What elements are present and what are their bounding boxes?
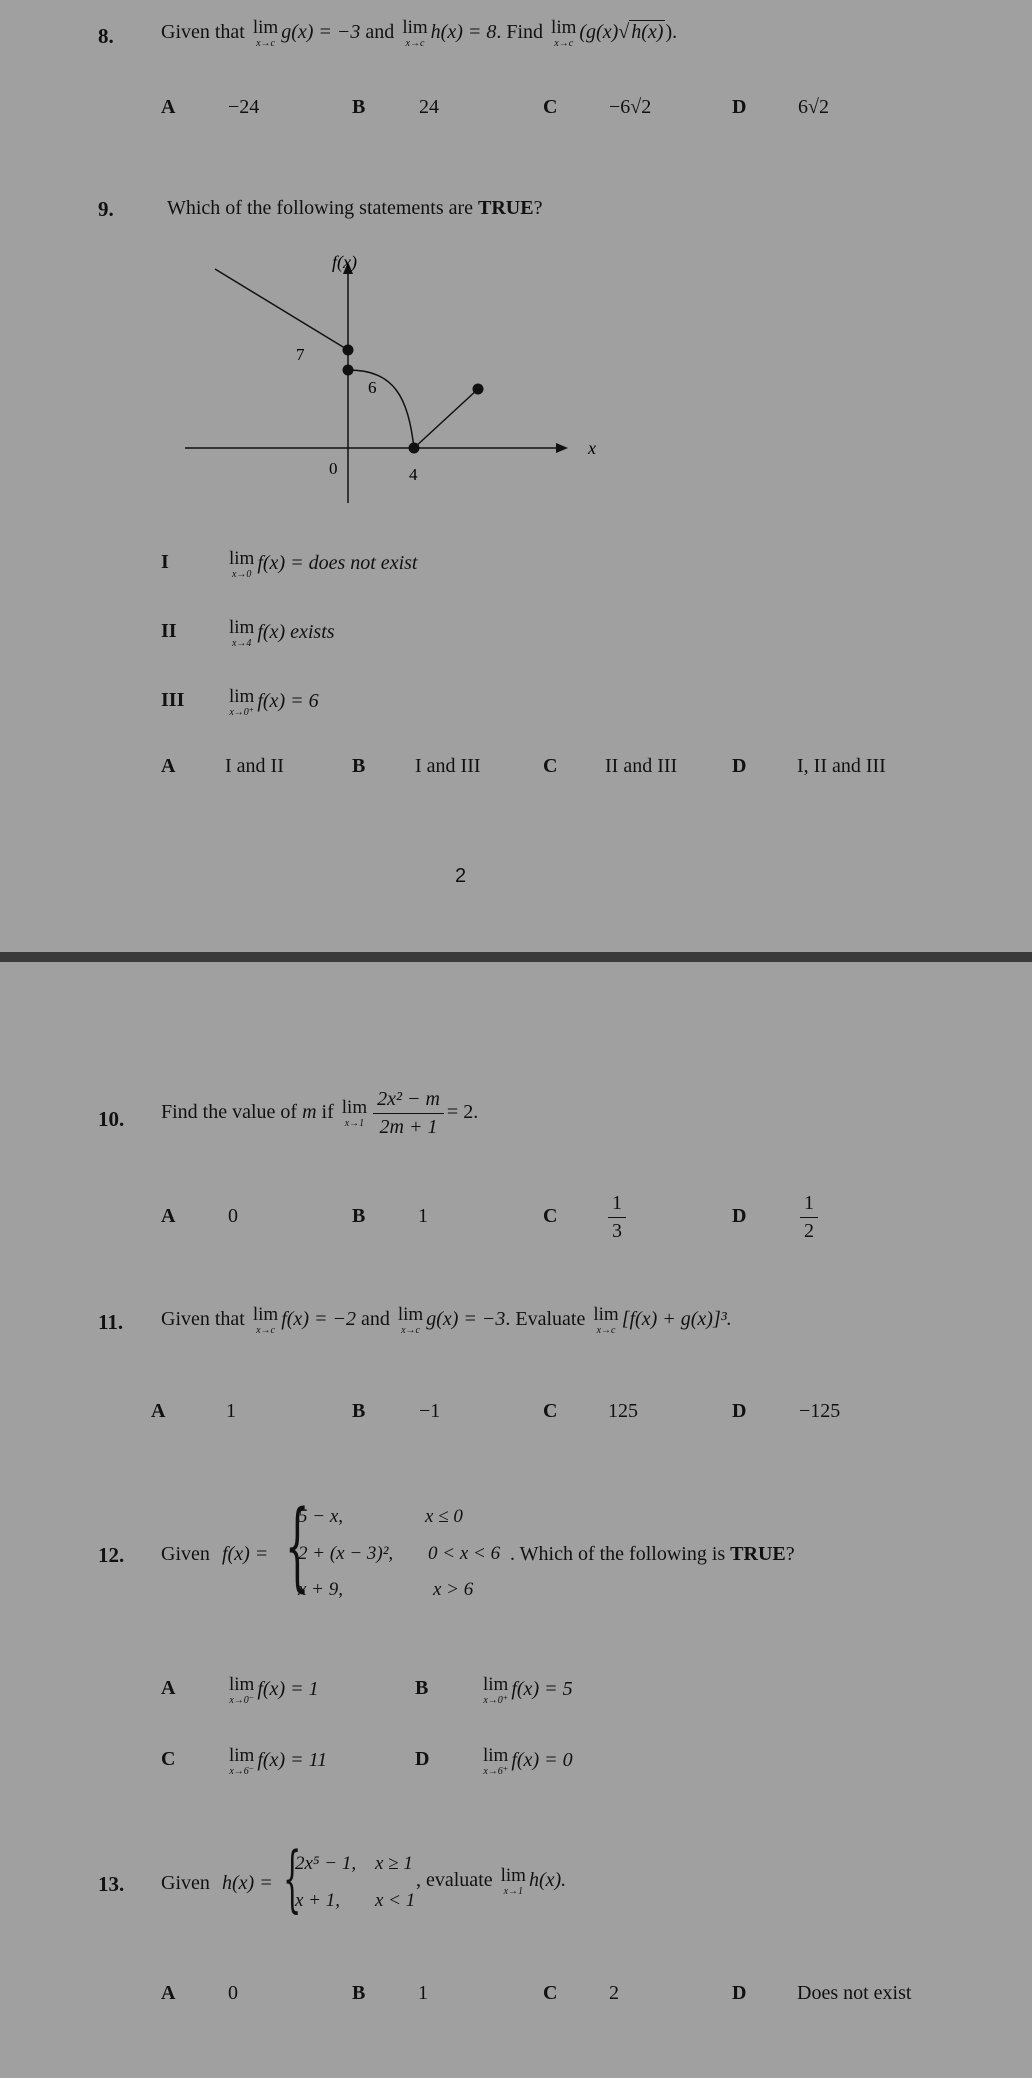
statement-i-expr: f(x) = does not exist (257, 552, 418, 575)
statement-i (226, 549, 417, 580)
q8-and: and (365, 21, 395, 44)
q13-option-c-letter[interactable]: C (543, 1982, 558, 2004)
q9-option-d-text[interactable]: I, II and III (797, 755, 886, 777)
label-4: 4 (409, 465, 418, 484)
statement-iii-lim: lim x→0⁺ (229, 686, 255, 718)
q11-and: and (360, 1308, 390, 1331)
q8-option-b-letter[interactable]: B (352, 96, 366, 118)
q12-question-prefix: . Which of the following is (510, 1543, 726, 1565)
q13-option-a-text[interactable]: 0 (228, 1982, 238, 2004)
q12-fx: f(x) = (222, 1543, 269, 1565)
question-9-text (167, 197, 542, 220)
q9-option-b-letter[interactable]: B (352, 755, 366, 777)
q12-piece-2-cond: 0 < x < 6 (428, 1543, 501, 1564)
point-0-6 (343, 365, 354, 376)
q12-piece-2-expr: 2 + (x − 3)², (298, 1543, 394, 1564)
q13-option-a-letter[interactable]: A (161, 1982, 176, 2004)
q8-option-b-text[interactable]: 24 (419, 96, 439, 118)
q12-piece-1-cond: x ≤ 0 (425, 1506, 463, 1527)
q12-question-suffix: ? (785, 1543, 795, 1565)
q13-given: Given (161, 1872, 210, 1894)
q9-option-a-text[interactable]: I and II (225, 755, 284, 777)
statement-ii-roman: II (161, 620, 177, 642)
q11-evaluate: . Evaluate (505, 1308, 586, 1331)
q12-piece-3-expr: x + 9, (298, 1579, 344, 1600)
q8-g-expr: g(x) = −3 (281, 21, 361, 44)
sqrt-symbol: √ (618, 21, 630, 44)
question-8-number: 8. (98, 24, 114, 48)
q11-target: [f(x) + g(x)]³. (621, 1308, 732, 1331)
q13-piece-2-expr: x + 1, (295, 1890, 341, 1911)
q11-option-d-letter[interactable]: D (732, 1400, 747, 1422)
q12-question (510, 1543, 795, 1566)
statement-iii-roman: III (161, 689, 185, 711)
q8-option-c-text[interactable]: −6√2 (609, 96, 652, 118)
q10-option-d-fraction[interactable]: $\frac{1}{2}$ (800, 1192, 818, 1243)
q10-option-d-letter[interactable]: D (732, 1205, 747, 1227)
page-number: 2 (455, 865, 467, 887)
q11-f-expr: f(x) = −2 (281, 1308, 356, 1331)
q13-piece-1-cond: x ≥ 1 (375, 1853, 413, 1874)
q9-option-a-letter[interactable]: A (161, 755, 176, 777)
q12-option-a-letter[interactable]: A (161, 1677, 176, 1699)
question-8-text (161, 18, 677, 49)
q11-lim-f: lim x→c (252, 1304, 279, 1336)
q13-piece-2-cond: x < 1 (375, 1890, 416, 1911)
question-9-number: 9. (98, 197, 114, 221)
statement-i-roman: I (161, 551, 169, 573)
q8-option-c-letter[interactable]: C (543, 96, 558, 118)
q10-option-c-fraction[interactable]: $\frac{1}{3}$ (608, 1192, 626, 1243)
label-0: 0 (329, 459, 338, 478)
label-6: 6 (368, 378, 377, 397)
q11-option-c-text[interactable]: 125 (608, 1400, 638, 1422)
point-end (473, 384, 484, 395)
q12-piece-3-cond: x > 6 (433, 1579, 474, 1600)
statement-iii (226, 687, 319, 718)
q12-brace: { (285, 1490, 310, 1602)
question-11-number: 11. (98, 1310, 124, 1334)
q8-lim-target: lim x→c (551, 17, 577, 49)
q10-fraction (373, 1088, 444, 1139)
q9-option-d-letter[interactable]: D (732, 755, 747, 777)
statement-ii (226, 618, 335, 649)
q10-numerator: 2x² − m (373, 1088, 444, 1114)
q12-question-bold: TRUE (730, 1543, 786, 1565)
point-4-0 (409, 443, 420, 454)
q12-option-c[interactable]: lim x→6⁻ f(x) = 11 (229, 1745, 328, 1777)
q9-option-b-text[interactable]: I and III (415, 755, 481, 777)
statement-ii-lim: lim x→4 (229, 617, 255, 649)
q13-option-b-letter[interactable]: B (352, 1982, 366, 2004)
q11-option-a-text[interactable]: 1 (226, 1400, 236, 1422)
q13-option-b-text[interactable]: 1 (418, 1982, 428, 2004)
q12-option-d[interactable]: lim x→6⁺ f(x) = 0 (483, 1745, 573, 1777)
arc-branch (348, 370, 414, 448)
statement-ii-expr: f(x) exists (257, 621, 335, 644)
q10-lim: lim x→1 (341, 1097, 368, 1129)
q8-target-open: (g(x) (579, 21, 619, 44)
q11-option-c-letter[interactable]: C (543, 1400, 558, 1422)
q10-m: m (302, 1101, 317, 1124)
q13-option-d-letter[interactable]: D (732, 1982, 747, 2004)
point-0-7 (343, 345, 354, 356)
q13-option-c-text[interactable]: 2 (609, 1982, 619, 2004)
q13-question (416, 1866, 566, 1897)
q11-option-b-letter[interactable]: B (352, 1400, 366, 1422)
q8-h-expr: h(x) = 8 (430, 21, 497, 44)
q9-graph (170, 248, 610, 510)
question-11-text (161, 1305, 732, 1336)
q11-g-expr: g(x) = −3 (426, 1308, 506, 1331)
x-axis-label: x (588, 438, 596, 458)
q9-option-c-letter[interactable]: C (543, 755, 558, 777)
q8-find: . Find (496, 21, 544, 44)
q10-option-c-letter[interactable]: C (543, 1205, 558, 1227)
q11-lim-g: lim x→c (397, 1304, 424, 1336)
q9-text-bold: TRUE (478, 197, 534, 219)
q13-brace: { (283, 1836, 302, 1920)
q13-option-d-text[interactable]: Does not exist (797, 1982, 912, 2004)
q8-option-d-text[interactable]: 6√2 (798, 96, 829, 118)
q12-option-b[interactable]: lim x→0⁺ f(x) = 5 (483, 1674, 573, 1706)
q9-text-suffix: ? (533, 197, 543, 219)
q10-option-b-text[interactable]: 1 (418, 1205, 428, 1227)
q10-eq: = 2. (446, 1101, 479, 1124)
label-7: 7 (296, 345, 305, 364)
q10-option-a-letter[interactable]: A (161, 1205, 176, 1227)
q11-lim-target: lim x→c (593, 1304, 619, 1336)
q10-if: if (321, 1101, 334, 1124)
q8-option-d-letter[interactable]: D (732, 96, 747, 118)
q10-option-b-letter[interactable]: B (352, 1205, 366, 1227)
q8-option-a-letter[interactable]: A (161, 96, 176, 118)
left-branch (215, 269, 348, 350)
q8-target-close: ). (665, 21, 678, 44)
question-10-number: 10. (98, 1107, 125, 1131)
q8-option-a-text[interactable]: −24 (228, 96, 260, 118)
q11-option-d-text[interactable]: −125 (799, 1400, 841, 1422)
q13-evaluate: , evaluate (416, 1869, 493, 1892)
q11-option-b-text[interactable]: −1 (419, 1400, 441, 1422)
x-axis-arrow (556, 443, 568, 453)
q12-option-a[interactable]: lim x→0⁻ f(x) = 1 (229, 1674, 319, 1706)
question-12-number: 12. (98, 1543, 125, 1567)
q12-given: Given (161, 1543, 210, 1565)
q9-option-c-text[interactable]: II and III (605, 755, 678, 777)
q12-piece-1-expr: 5 − x, (298, 1506, 344, 1527)
page-divider (0, 952, 1032, 962)
right-branch (414, 389, 478, 448)
q12-option-b-letter[interactable]: B (415, 1677, 429, 1699)
question-13-number: 13. (98, 1872, 125, 1896)
q8-given: Given that (161, 21, 245, 44)
q8-lim-h: lim x→c (402, 17, 428, 49)
statement-i-lim: lim x→0 (229, 548, 255, 580)
q13-hx: h(x) = (222, 1872, 273, 1894)
q8-target-sqrt: h(x) (631, 21, 664, 44)
q13-piece-1-expr: 2x⁵ − 1, (295, 1853, 357, 1874)
q10-denominator: 2m + 1 (379, 1116, 438, 1138)
q12-option-d-letter[interactable]: D (415, 1748, 430, 1770)
q11-given: Given that (161, 1308, 245, 1331)
q13-lim: lim x→1 (500, 1865, 526, 1897)
q8-lim-g: lim x→c (252, 17, 279, 49)
y-axis-label: f(x) (332, 252, 357, 272)
q13-target: h(x). (528, 1869, 567, 1892)
q10-option-a-text[interactable]: 0 (228, 1205, 238, 1227)
q12-option-c-letter[interactable]: C (161, 1748, 176, 1770)
question-10-text (161, 1088, 478, 1139)
q11-option-a-letter[interactable]: A (151, 1400, 166, 1422)
q10-text: Find the value of (161, 1101, 298, 1124)
statement-iii-expr: f(x) = 6 (257, 690, 319, 713)
q9-text-prefix: Which of the following statements are (167, 197, 474, 219)
